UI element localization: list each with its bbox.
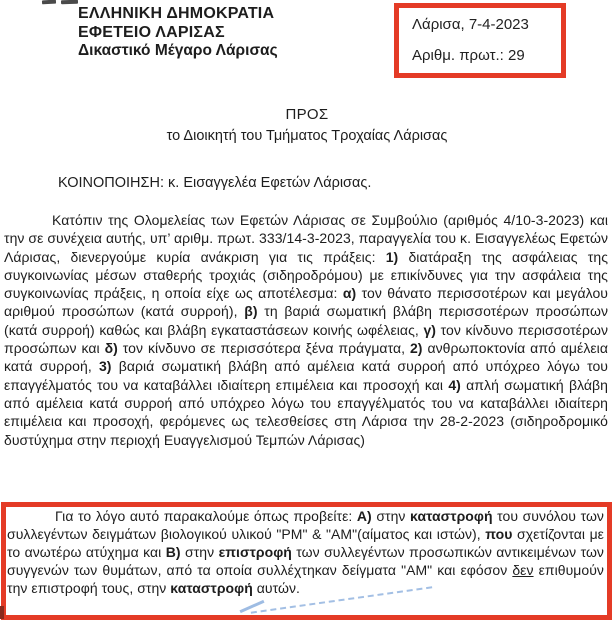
recipient-to-line: το Διοικητή του Τμήματος Τροχαίας Λάρισας xyxy=(166,128,448,144)
letterhead xyxy=(78,5,278,61)
recipient-block xyxy=(0,106,614,144)
main-body-paragraph: Κατόπιν της Ολομελείας των Εφετών Λάρισας σε Συμβούλιο (αριθμός 4/10-3-2023) και την σε συνέχεια αυτής, υπ’ αριθμ. πρωτ. 333/14-3-2023, παραγγελία του κ. Εισαγγελέως Εφετών Λάρισας, διενεργούμε κυρία ανάκριση για τις πράξεις: 1) διατάραξη της ασφάλειας της συγκοινωνίας μέσων σταθερής τροχιάς (σιδηροδρόμου) με επικίνδυνες για την ασφάλεια της συγκοινωνίας πράξεις, η οποία είχε ως αποτέλεσμα: α) τον θάνατο περισσοτέρων και μεγάλου αριθμού προσώπων (κατά συρροή), β) τη βαριά σωματική βλάβη περισσοτέρων προσώπων (κατά συρροή) καθώς και βλάβη εγκαταστάσεων κοινής ωφέλειας, γ) τον κίνδυνο περισσοτέρων προσώπων και δ) τον κίνδυνο σε περισσότερα ξένα πράγματα, 2) ανθρωποκτονία από αμέλεια κατά συρροή, 3) βαριά σωματική βλάβη από αμέλεια κατά συρροή από υπόχρεο λόγω του επαγγέλματός του να καταβάλλει ιδιαίτερη επιμέλεια και προσοχή και 4) απλή σωματική βλάβη από αμέλεια κατά συρροή από υπόχρεο λόγω του επαγγέλματός του να καταβάλλει ιδιαίτερη επιμέλεια και προσοχή, φερόμενες ως τελεσθείσες στη Λάρισα την 28-2-2023 (σιδηροδρομικό δυστύχημα στην περιοχή Ευαγγελισμού Τεμπών Λάρισας) xyxy=(4,212,609,448)
protocol-annotation-box xyxy=(394,3,566,78)
stamp-date-line: Λάρισα, 7-4-2023 xyxy=(412,16,529,33)
letterhead-republic-line: ΕΛΛΗΝΙΚΗ ΔΗΜΟΚΡΑΤΙΑ xyxy=(78,5,275,22)
scan-artifact-mark xyxy=(0,606,4,619)
cropped-text-fragment xyxy=(42,0,82,6)
recipient-pros-label: ΠΡΟΣ xyxy=(285,106,329,123)
request-paragraph: Για το λόγο αυτό παρακαλούμε όπως προβείτε: Α) στην καταστροφή του συνόλου των συλλεγέντων δειγμάτων βιολογικού υλικού "PM" & "AM"(αίματος και ιστών), που σχετίζονται με το ανωτέρω ατύχημα και Β) στην επιστροφή των συλλεγέντων προσωπικών αντικειμένων των συγγενών των θυμάτων, από τα οποία συλλέχτηκαν δείγματα "ΑΜ" και εφόσον δεν επιθυμούν την επιστροφή τους, στην καταστροφή αυτών. xyxy=(7,508,604,596)
letterhead-court-line: ΕΦΕΤΕΙΟ ΛΑΡΙΣΑΣ xyxy=(78,23,225,41)
stamp-protocol-number-line: Αριθμ. πρωτ.: 29 xyxy=(412,47,525,64)
cc-line: ΚΟΙΝΟΠΟΙΗΣΗ: κ. Εισαγγελέα Εφετών Λάρισας. xyxy=(58,175,372,191)
highlighted-request-box xyxy=(1,502,612,620)
letterhead-building-line: Δικαστικό Μέγαρο Λάρισας xyxy=(78,42,278,59)
